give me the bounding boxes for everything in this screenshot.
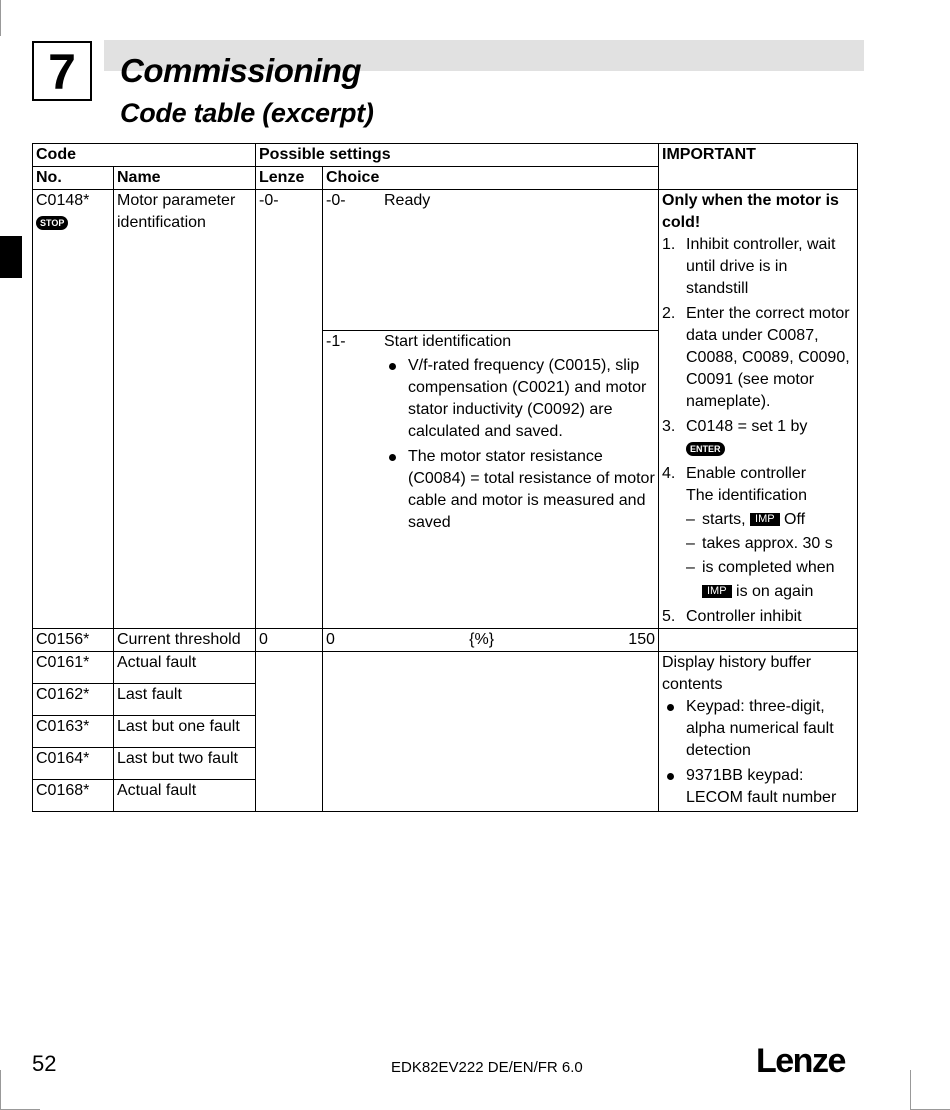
imp-icon: IMP bbox=[702, 585, 732, 598]
steps-list bbox=[662, 234, 854, 628]
choice-bullets bbox=[384, 355, 655, 534]
crop-mark-bottom-left bbox=[0, 1070, 1, 1110]
important-c0156 bbox=[659, 629, 858, 652]
document-id: EDK82EV222 DE/EN/FR 6.0 bbox=[391, 1059, 583, 1076]
name-c0148: Motor parameter identification bbox=[114, 190, 256, 629]
list-item: V/f-rated frequency (C0015), slip compensation (C0021) and motor stator inductivity (C0092) are calculated and saved. bbox=[384, 355, 655, 443]
choice-value: -0- bbox=[326, 192, 346, 209]
crop-mark-top-left bbox=[0, 0, 1, 36]
name-fault: Actual fault bbox=[114, 780, 256, 812]
range-c0156 bbox=[323, 629, 659, 652]
lenze-fault bbox=[256, 652, 323, 812]
header-no: No. bbox=[33, 167, 114, 190]
choice-cell-1 bbox=[323, 331, 659, 629]
header-name: Name bbox=[114, 167, 256, 190]
code-fault: C0163* bbox=[33, 716, 114, 748]
enter-icon: ENTER bbox=[686, 442, 725, 456]
crop-mark-bottom-right-v bbox=[910, 1070, 911, 1110]
choice-cell-0 bbox=[323, 190, 659, 331]
list-item: The motor stator resistance (C0084) = total resistance of motor cable and motor is measured and saved bbox=[384, 446, 655, 534]
code-c0156: C0156* bbox=[33, 629, 114, 652]
code-c0148: C0148* bbox=[36, 192, 90, 209]
lenze-logo: Lenze bbox=[756, 1042, 845, 1080]
choice-value: -1- bbox=[326, 333, 346, 350]
code-table bbox=[32, 143, 858, 812]
fault-important-text: Display history buffer contents bbox=[662, 654, 812, 693]
important-fault bbox=[659, 652, 858, 812]
code-fault: C0162* bbox=[33, 684, 114, 716]
choice-text: Ready bbox=[384, 192, 431, 209]
imp-icon: IMP bbox=[750, 513, 780, 526]
choice-text: Start identification bbox=[384, 333, 512, 350]
list-item: 5. Controller inhibit bbox=[662, 608, 802, 625]
list-item: 1. Inhibit controller, wait until drive is in standstill bbox=[662, 236, 836, 297]
lenze-c0156: 0 bbox=[256, 629, 323, 652]
header-choice: Choice bbox=[323, 167, 659, 190]
code-fault: C0168* bbox=[33, 780, 114, 812]
header-lenze: Lenze bbox=[256, 167, 323, 190]
range-max: 150 bbox=[628, 631, 655, 648]
table-row-c0156 bbox=[33, 629, 858, 652]
table-header-row-1 bbox=[33, 144, 858, 167]
name-fault: Last fault bbox=[114, 684, 256, 716]
chapter-side-tab bbox=[0, 236, 22, 278]
code-fault: C0164* bbox=[33, 748, 114, 780]
important-heading: Only when the motor is cold! bbox=[662, 192, 839, 231]
header-code: Code bbox=[33, 144, 256, 167]
code-cell bbox=[33, 190, 114, 629]
name-fault: Last but two fault bbox=[114, 748, 256, 780]
table-row-c0148 bbox=[33, 190, 858, 331]
choice-fault bbox=[323, 652, 659, 812]
name-c0156: Current threshold bbox=[114, 629, 256, 652]
fault-bullets bbox=[662, 696, 854, 809]
name-fault: Last but one fault bbox=[114, 716, 256, 748]
header-important: IMPORTANT bbox=[659, 144, 858, 190]
range-unit: {%} bbox=[469, 631, 495, 648]
range-min: 0 bbox=[326, 631, 335, 648]
list-item: 3. C0148 = set 1 by ENTER bbox=[662, 418, 808, 454]
stop-icon: STOP bbox=[36, 216, 68, 230]
page-number: 52 bbox=[32, 1051, 57, 1076]
page-title: Commissioning bbox=[120, 52, 362, 89]
lenze-c0148: -0- bbox=[256, 190, 323, 629]
page-subtitle: Code table (excerpt) bbox=[120, 98, 374, 128]
list-item: Keypad: three-digit, alpha numerical fault detection bbox=[662, 696, 854, 762]
list-item: 2. Enter the correct motor data under C0087, C0088, C0089, C0090, C0091 (see motor nameplate). bbox=[662, 305, 850, 410]
name-fault: Actual fault bbox=[114, 652, 256, 684]
list-item: 4. Enable controller The identification – starts, IMP Off – takes approx. 30 s – is completed when IMP is on again bbox=[662, 465, 835, 600]
code-fault: C0161* bbox=[33, 652, 114, 684]
table-row bbox=[33, 652, 858, 684]
header-possible-settings: Possible settings bbox=[256, 144, 659, 167]
chapter-number: 7 bbox=[32, 41, 92, 101]
list-item: 9371BB keypad: LECOM fault number bbox=[662, 765, 854, 809]
important-c0148 bbox=[659, 190, 858, 629]
